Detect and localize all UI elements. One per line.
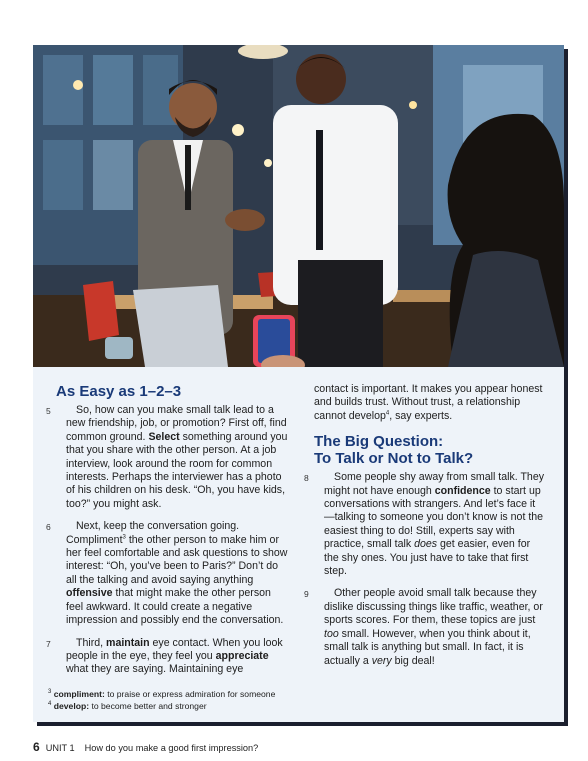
vocab-select: Select [148,430,180,443]
paragraph-number: 8 [304,473,309,484]
left-column [46,383,290,677]
vocab-appreciate: appreciate [215,649,269,662]
vocab-offensive: offensive [66,587,113,600]
paragraph-number: 7 [46,638,51,649]
footnotes [48,688,528,712]
paragraph-8: 8 Some people shy away from small talk. They might not have enough confidence to start up conversations with strangers. And let’s face it—talking to someone you don’t know is not the easiest thing to do! Still, experts say with practice, small talk does get easier, even for the shy ones. You just have to take that first step. [304,471,545,578]
paragraph-number: 9 [304,589,309,600]
unit-label: UNIT 1 [45,743,75,753]
paragraph-number: 5 [46,406,51,416]
paragraph-7: 7 Third, maintain eye contact. When you look people in the eye, they feel you appreciate what they are saying. Maintaining eye [46,636,283,676]
right-column [304,383,544,668]
footnote-ref-4: 4 [385,410,390,417]
paragraph-6: 6 Next, keep the conversation going. Compliment$^3$ the other person to make him or her feel comfortable and ask questions to show interest: “Oh, you’ve been to Paris?” Don’t do all the talking and avoid saying anything offensive that might make the other person feel awkward. It could create a negative impression and possibly end the conversation. [46,520,288,627]
unit-question: How do you make a good first impression? [84,743,259,753]
vocab-confidence: confidence [434,484,491,497]
paragraph-5: 5 So, how can you make small talk lead to a new friendship, job, or promotion? First off, find common ground. Select something around you that you share with the other person. At a job interview, look around the room for common interests. Perhaps the interviewer has a photo of his children on his desk. “Oh, you have kids, too?” you might ask. [46,404,288,510]
paragraph-number: 6 [46,522,51,533]
vocab-maintain: maintain [106,636,150,649]
footnote-3: $^3$ compliment: to praise or express admiration for someone [48,689,276,699]
section-heading-easy: As Easy as 1–2–3 [56,383,182,400]
footnote-ref-3: 3 [122,534,126,541]
handshake-photo [33,45,564,367]
paragraph-7-continued: contact is important. It makes you appear honest and builds trust. Without trust, a relationship cannot develop$^4$, say experts. [314,383,543,422]
page-number: 6 [33,740,40,754]
section-heading-big-question: The Big Question: To Talk or Not to Talk? [314,433,474,468]
paragraph-9: 9 Other people avoid small talk because they dislike discussing things like traffic, weather, or sports scores. For them, these topics are just too small. However, when you think about it, small talk is anything but small. In fact, it is actually a very big deal! [304,587,543,667]
footnote-4: $^4$ develop: to become better and stronger [48,701,207,711]
page-footer [33,740,533,754]
